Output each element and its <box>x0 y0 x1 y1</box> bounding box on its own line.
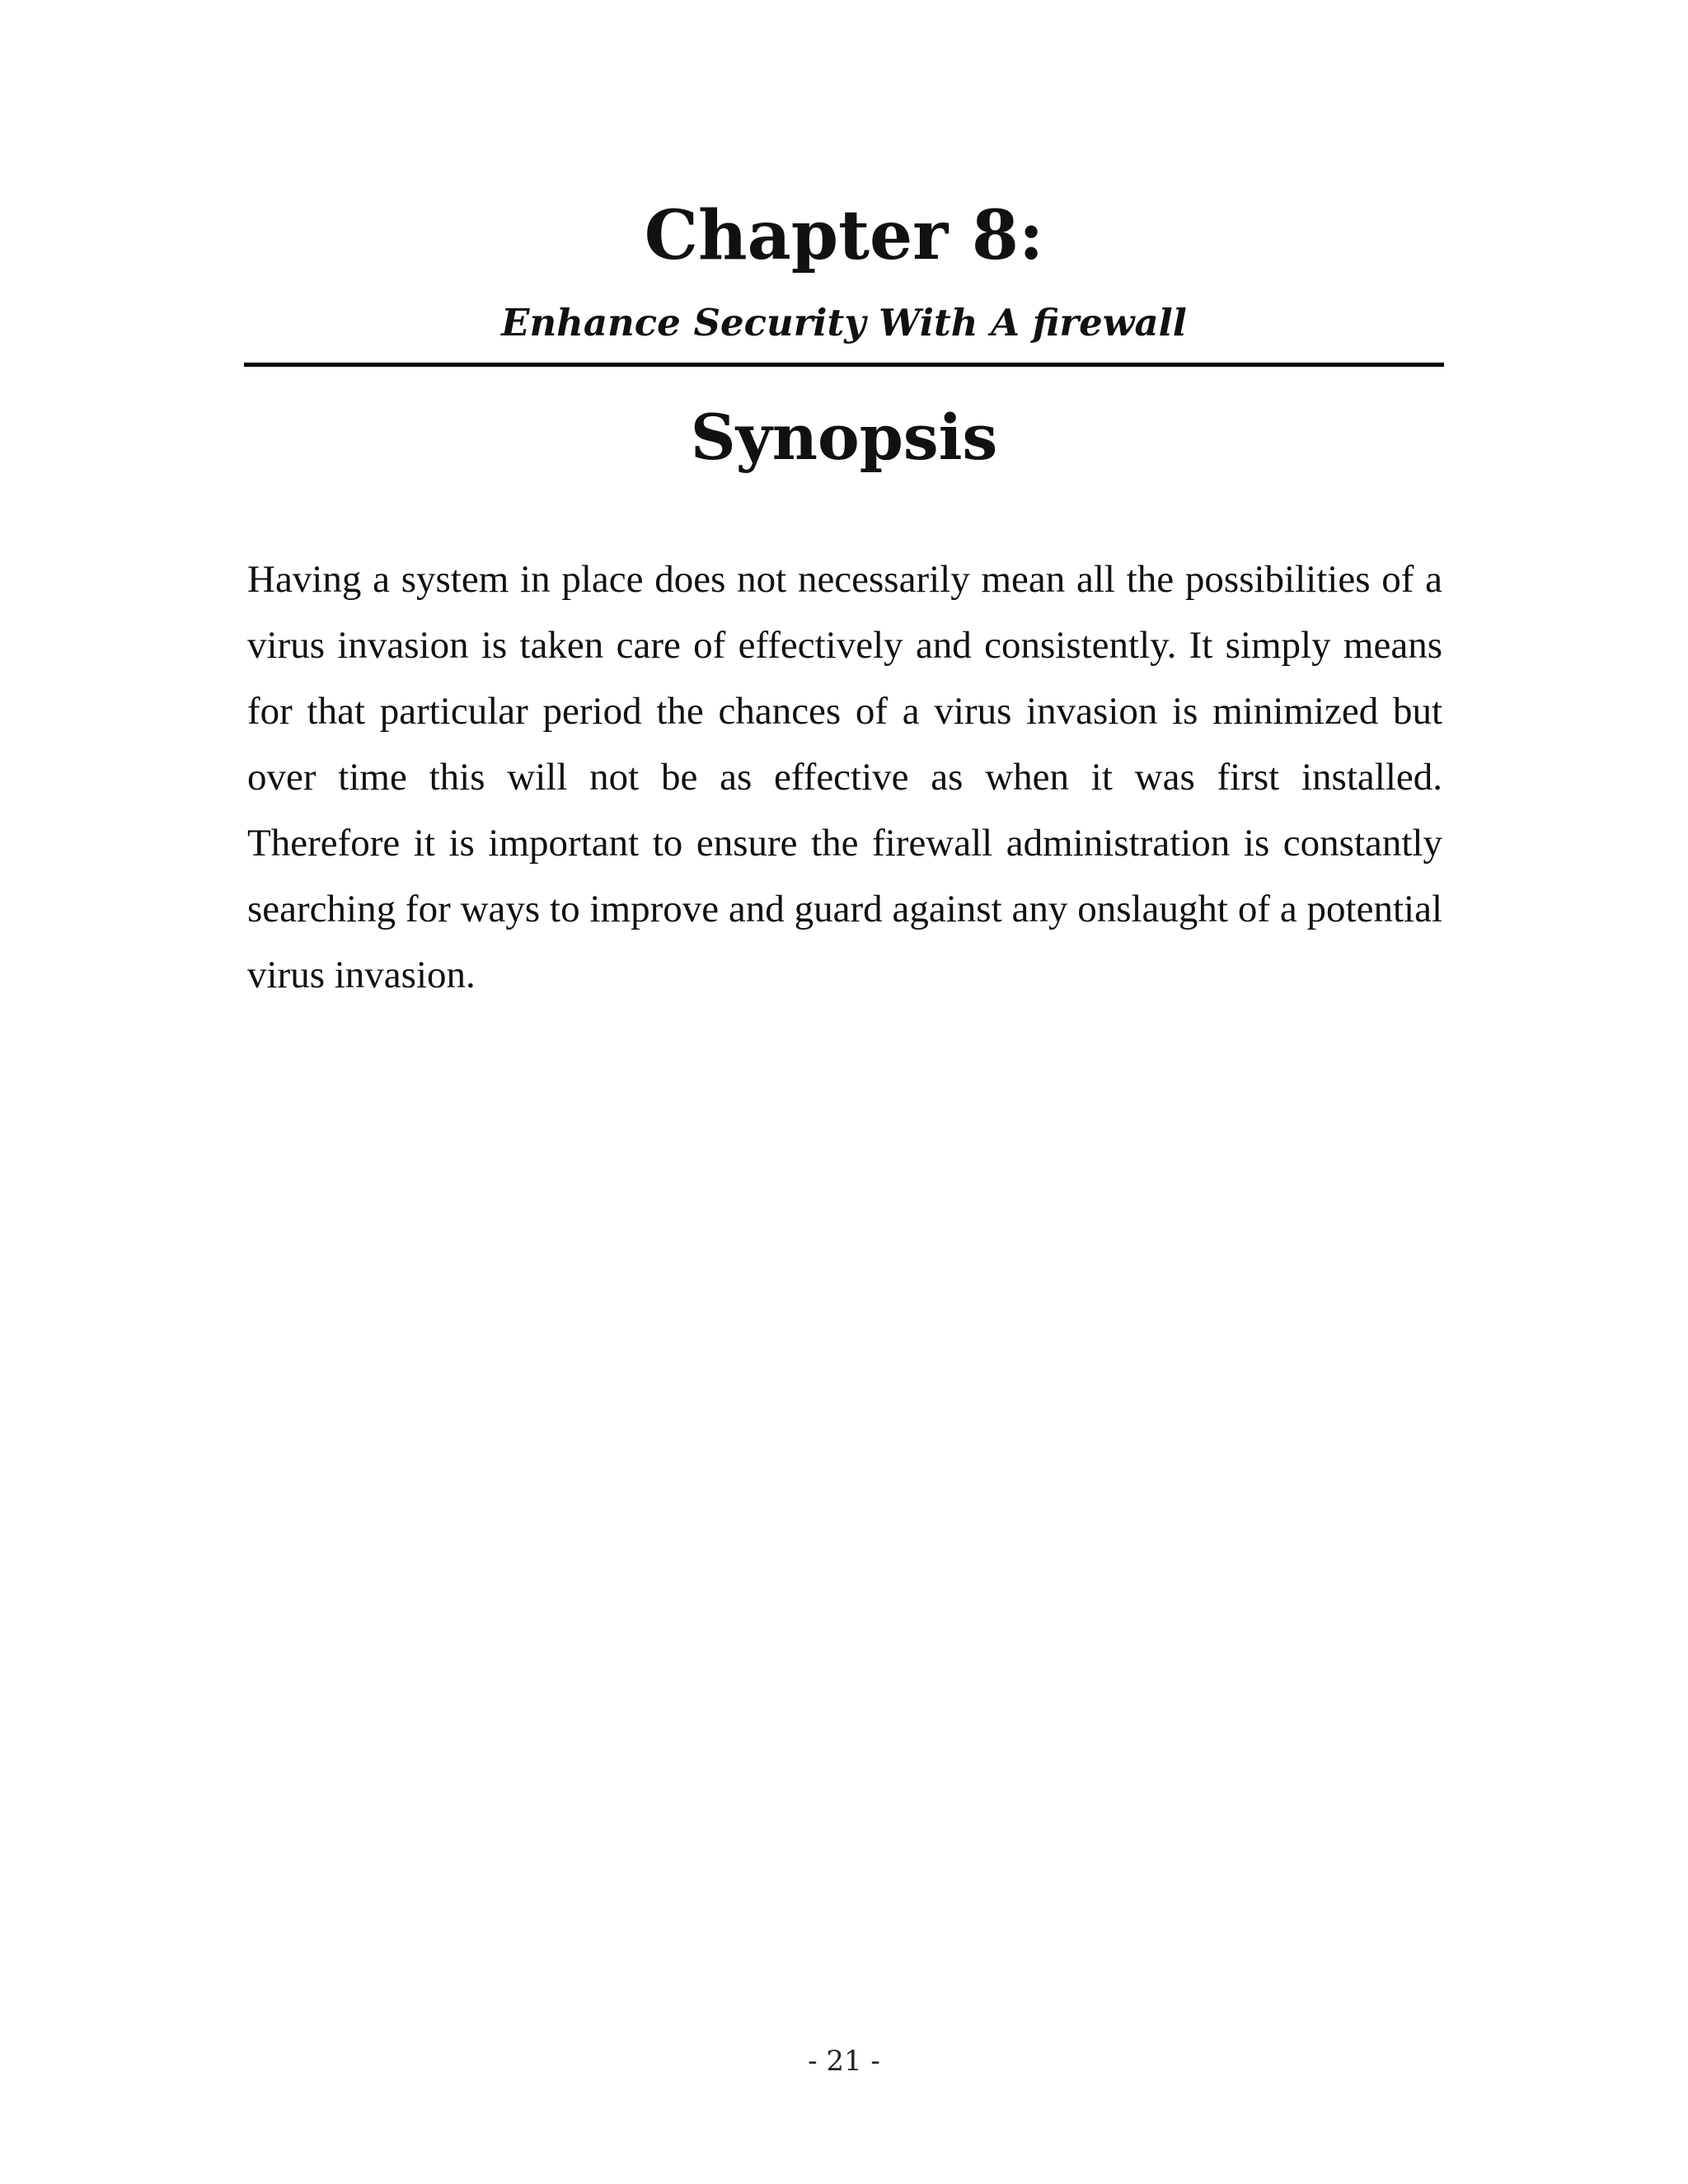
page-number: - 21 - <box>808 2045 880 2078</box>
horizontal-divider <box>244 363 1444 367</box>
body-paragraph: Having a system in place does not necessarily mean all the possibilities of a virus invasion is taken care of effectively and consistently. It simply means for that particular period the chances of a virus invasion is minimized but over time this will not be as effective as when it was first installed. Therefore it is important to ensure the firewall administration is constantly searching for ways to improve and guard against any onslaught of a potential virus invasion. <box>247 558 1442 996</box>
chapter-subtitle: Enhance Security With A firewall <box>501 301 1187 344</box>
section-title: Synopsis <box>690 401 998 474</box>
chapter-title: Chapter 8: <box>644 196 1044 275</box>
